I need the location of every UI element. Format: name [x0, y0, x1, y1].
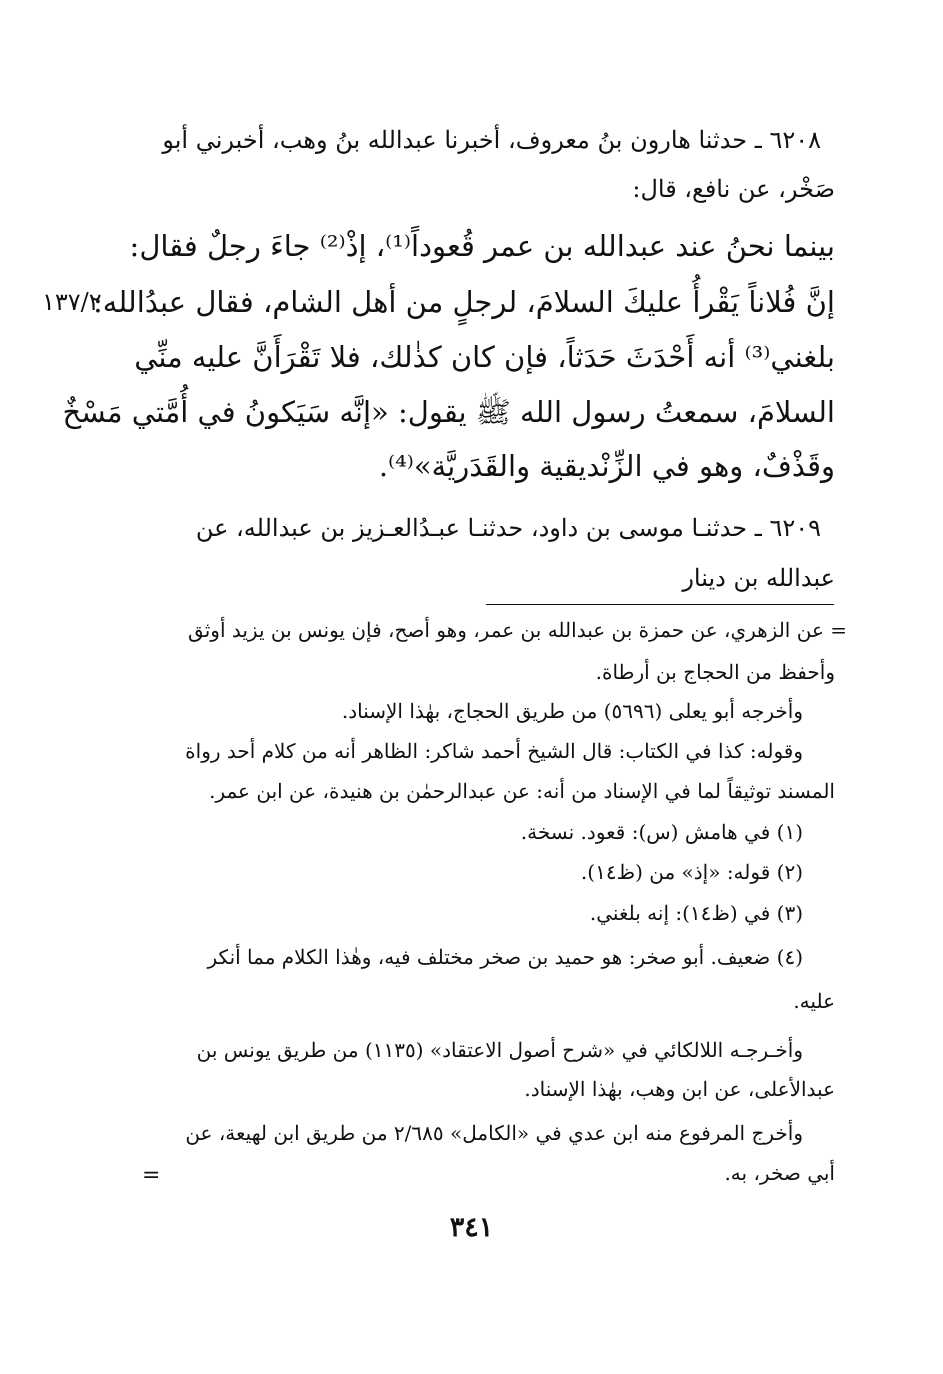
footnote-continuation-line-2: وأحفظ من الحجاج بن أرطاة. [595, 660, 835, 684]
hadith-6208-line-2: صَخْر، عن نافع، قال: [632, 175, 835, 203]
hadith-6208-line-4: إنَّ فُلاناً يَقْرأُ عليكَ السلامَ، لرجلٍ من أهل الشام، فقال عبدُالله: [93, 285, 835, 319]
footnote-abu-yala: وأخرجه أبو يعلى (٥٦٩٦) من طريق الحجاج، بهٰذا الإسناد. [341, 699, 803, 723]
footnote-lalakai-line-2: عبدالأعلى، عن ابن وهب، بهٰذا الإسناد. [524, 1077, 835, 1101]
hadith-6209-line-2: عبدالله بن دينار [682, 564, 835, 592]
page-number: ٣٤١ [449, 1212, 494, 1243]
footnote-qawluhu-line-1: وقوله: كذا في الكتاب: قال الشيخ أحمد شاكر: الظاهر أنه من كلام أحد رواة [185, 739, 803, 763]
footnote-1: (١) في هامش (س): قعود. نسخة. [520, 820, 803, 844]
footnote-continuation-line-1: = عن الزهري، عن حمزة بن عبدالله بن عمر، وهو أصح، فإن يونس بن يزيد أوثق [188, 618, 847, 642]
margin-volume-reference: ١٣٧/٢ [42, 288, 102, 316]
continuation-mark: = [142, 1163, 161, 1188]
hadith-6208-line-5: بلغني⁽³⁾ أنه أَحْدَثَ حَدَثاً، فإن كان كذٰلك، فلا تَقْرَأَنَّ عليه منِّي [134, 340, 835, 374]
hadith-6208-line-1: ٦٢٠٨ ـ حدثنا هارون بنُ معروف، أخبرنا عبدالله بنُ وهب، أخبرني أبو [162, 126, 821, 154]
footnote-3: (٣) في (ظ١٤): إنه بلغني. [589, 901, 803, 925]
footnote-lalakai-line-1: وأخـرجـه اللالكائي في «شرح أصول الاعتقاد» (١١٣٥) من طريق يونس بن [196, 1038, 803, 1062]
footnote-ibn-adi-line-1: وأخرج المرفوع منه ابن عدي في «الكامل» ٢/٦٨٥ من طريق ابن لهيعة، عن [185, 1121, 803, 1145]
footnote-qawluhu-line-2: المسند توثيقاً لما في الإسناد من أنه: عن عبدالرحمٰن بن هنيدة، عن ابن عمر. [209, 779, 835, 803]
hadith-6208-line-6: السلامَ، سمعتُ رسول الله ﷺ يقول: «إنَّه سَيَكونُ في أُمَّتي مَسْخٌ [62, 395, 835, 429]
footnote-ibn-adi-line-2: أبي صخر، به. [724, 1161, 835, 1185]
footnote-2: (٢) قوله: «إذ» من (ظ١٤). [580, 860, 803, 884]
hadith-6208-line-7: وقَذْفٌ، وهو في الزِّنْديقية والقَدَريَّة»⁽⁴⁾. [378, 449, 835, 483]
hadith-6209-line-1: ٦٢٠٩ ـ حدثنـا موسى بن داود، حدثنـا عبـدُالعـزيز بن عبدالله، عن [195, 514, 821, 542]
footnote-4-line-1: (٤) ضعيف. أبو صخر: هو حميد بن صخر مختلف فيه، وهٰذا الكلام مما أنكر [207, 945, 803, 969]
hadith-6208-line-3: بينما نحنُ عند عبدالله بن عمر قُعوداً⁽¹⁾، إذْ⁽²⁾ جاءَ رجلٌ فقال: [129, 229, 835, 263]
footnote-separator [486, 604, 834, 605]
footnote-4-line-2: عليه. [793, 989, 835, 1013]
